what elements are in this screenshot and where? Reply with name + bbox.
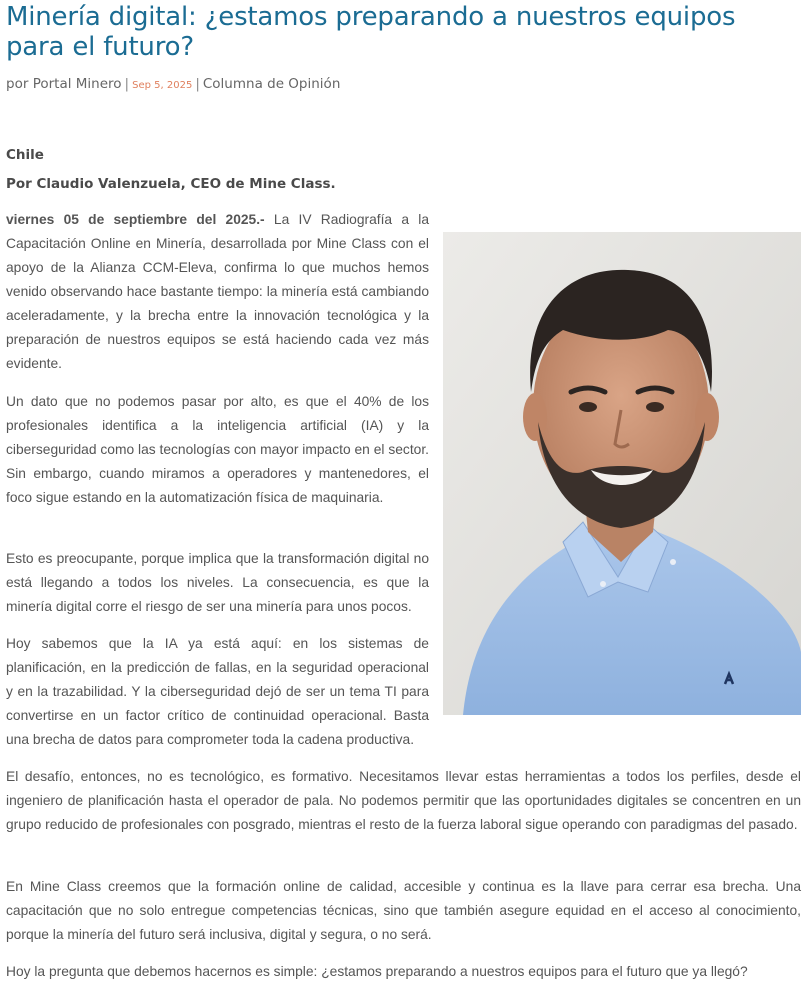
- post-date: Sep 5, 2025: [132, 80, 193, 91]
- post-meta: [6, 76, 340, 92]
- paragraph-4: Hoy sabemos que la IA ya está aquí: en los sistemas de planificación, en la predicción de fallas, en la seguridad operacional y en la trazabilidad. Y la ciberseguridad dejó de ser un tema TI para convertirse en un factor crítico de continuidad operacional. Basta una brecha de datos para comprometer toda la cadena productiva.: [6, 636, 429, 747]
- paragraph-1-text: La IV Radiografía a la Capacitación Online en Minería, desarrollada por Mine Class con el apoyo de la Alianza CCM-Eleva, confirma lo que muchos hemos venido observando hace bastante tiempo: la minería está cambiando aceleradamente, y la brecha entre la innovación tecnológica y la preparación de nuestros equipos se está haciendo cada vez más evidente.: [6, 212, 429, 371]
- page-title: Minería digital: ¿estamos preparando a nuestros equipos para el futuro?: [6, 2, 736, 62]
- meta-separator: |: [124, 76, 130, 92]
- paragraph-2: Un dato que no podemos pasar por alto, es que el 40% de los profesionales identifica a la inteligencia artificial (IA) y la ciberseguridad como las tecnologías con mayor impacto en el sector. Sin embargo, cuando miramos a operadores y mantenedores, el foco sigue estando en la automatización física de maquinaria.: [6, 394, 429, 505]
- author-link[interactable]: Portal Minero: [32, 76, 122, 92]
- portrait-photo-icon: [443, 232, 801, 715]
- paragraph-3: Esto es preocupante, porque implica que la transformación digital no está llegando a todos los niveles. La consecuencia, es que la minería digital corre el riesgo de ser una minería para unos pocos.: [6, 551, 429, 614]
- location-label: Chile: [6, 147, 44, 163]
- category-link[interactable]: Columna de Opinión: [202, 76, 341, 92]
- paragraph-6: En Mine Class creemos que la formación online de calidad, accesible y continua es la llave para cerrar esa brecha. Una capacitación que no solo entregue competencias técnicas, sino que también asegure equidad en el acceso al conocimiento, porque la minería del futuro será inclusiva, digital y segura, o no será.: [6, 879, 801, 942]
- paragraph-1: [6, 208, 429, 376]
- meta-prefix: por: [6, 76, 29, 92]
- paragraph-7: Hoy la pregunta que debemos hacernos es simple: ¿estamos preparando a nuestros equipos para el futuro que ya llegó?: [6, 964, 748, 979]
- lead-dateline: viernes 05 de septiembre del 2025.-: [6, 212, 265, 227]
- meta-separator-2: |: [195, 76, 200, 92]
- paragraph-5: El desafío, entonces, no es tecnológico, es formativo. Necesitamos llevar estas herramientas a todos los perfiles, desde el ingeniero de planificación hasta el operador de pala. No podemos permitir que las oportunidades digitales se concentren en un grupo reducido de profesionales con posgrado, mientras el resto de la fuerza laboral sigue operando con paradigmas del pasado.: [6, 769, 801, 832]
- byline: Por Claudio Valenzuela, CEO de Mine Class.: [6, 176, 336, 192]
- author-photo: [443, 232, 801, 715]
